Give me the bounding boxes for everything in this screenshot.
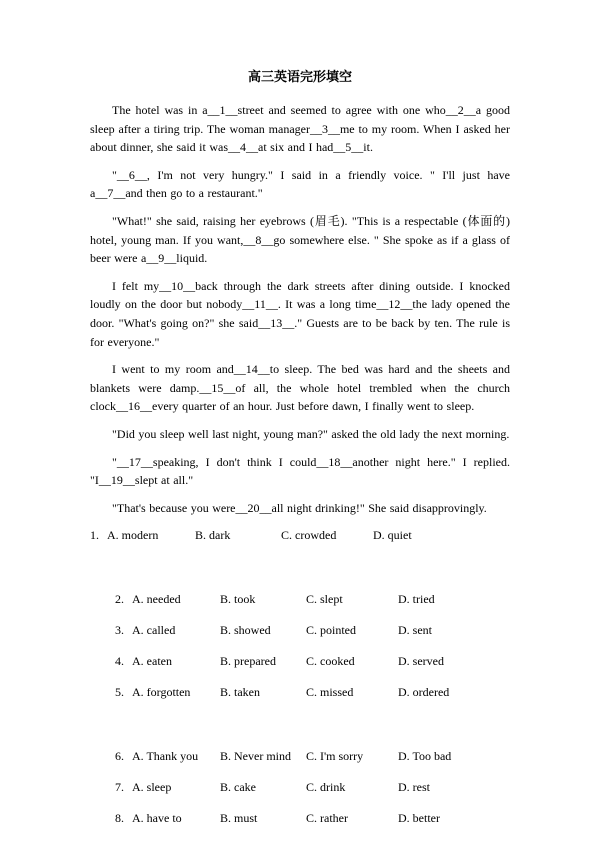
- question-number: 8.: [115, 811, 124, 826]
- question-row-2: [115, 590, 510, 608]
- option-d: D. ordered: [398, 685, 450, 700]
- option-c: C. cooked: [306, 654, 355, 669]
- spacer: [90, 557, 510, 590]
- option-a: A. forgotten: [132, 685, 191, 700]
- question-row-8: [115, 809, 510, 827]
- option-c: C. drink: [306, 780, 346, 795]
- option-c: C. rather: [306, 811, 348, 826]
- option-b: B. must: [220, 811, 258, 826]
- passage-paragraph: "That's because you were__20__all night drinking!" She said disapprovingly.: [112, 500, 487, 515]
- question-row-1: [90, 526, 510, 544]
- question-row-6: [115, 747, 510, 765]
- option-b: B. Never mind: [220, 749, 291, 764]
- option-b: B. showed: [220, 623, 271, 638]
- question-number: 7.: [115, 780, 124, 795]
- option-d: D. served: [398, 654, 444, 669]
- passage-paragraph: I felt my__10__back through the dark streets after dining outside. I knocked loudly on the door but nobody__11__. It was a long time__12__the lady opened the door. "What's going on?" she said__13__." Guests are to be back by ten. The rule is for everyone.": [90, 278, 510, 349]
- option-d: D. Too bad: [398, 749, 452, 764]
- spacer: [90, 714, 510, 747]
- option-c: C. crowded: [281, 528, 337, 543]
- passage-paragraph: The hotel was in a__1__street and seemed to agree with one who__2__a good sleep after a tiring trip. The woman manager__3__me to my room. When I asked her about dinner, she said it was__4__at six and I had__5__it.: [90, 103, 510, 155]
- option-d: D. rest: [398, 780, 430, 795]
- question-row-4: [115, 652, 510, 670]
- option-a: A. needed: [132, 592, 181, 607]
- option-a: A. modern: [107, 528, 159, 543]
- option-b: B. cake: [220, 780, 256, 795]
- question-row-3: [115, 621, 510, 639]
- option-b: B. taken: [220, 685, 260, 700]
- option-d: D. quiet: [373, 528, 412, 543]
- question-number: 3.: [115, 623, 124, 638]
- question-number: 6.: [115, 749, 124, 764]
- option-b: B. prepared: [220, 654, 276, 669]
- question-row-7: [115, 778, 510, 796]
- question-list: [90, 526, 510, 827]
- question-row-5: [115, 683, 510, 701]
- question-number: 2.: [115, 592, 124, 607]
- question-number: 4.: [115, 654, 124, 669]
- passage-paragraph: I went to my room and__14__to sleep. The bed was hard and the sheets and blankets were damp.__15__of all, the whole hotel trembled when the church clock__16__every quarter of an hour. Just before dawn, I finally went to sleep.: [90, 362, 510, 414]
- question-number: 1.: [90, 528, 99, 543]
- option-a: A. Thank you: [132, 749, 199, 764]
- passage-paragraph: "What!" she said, raising her eyebrows (眉毛). "This is a respectable (体面的) hotel, young man. If you want,__8__go somewhere else. " She spoke as if a glass of beer were a__9__liquid.: [90, 213, 510, 266]
- option-a: A. have to: [132, 811, 182, 826]
- passage-paragraph: "__6__, I'm not very hungry." I said in a friendly voice. " I'll just have a__7__and then go to a restaurant.": [90, 167, 510, 201]
- option-c: C. I'm sorry: [306, 749, 364, 764]
- option-d: D. tried: [398, 592, 435, 607]
- option-a: A. eaten: [132, 654, 172, 669]
- option-d: D. sent: [398, 623, 432, 638]
- option-c: C. pointed: [306, 623, 356, 638]
- option-a: A. called: [132, 623, 176, 638]
- page-title: 高三英语完形填空: [247, 69, 352, 84]
- option-c: C. missed: [306, 685, 354, 700]
- option-c: C. slept: [306, 592, 343, 607]
- option-a: A. sleep: [132, 780, 172, 795]
- question-number: 5.: [115, 685, 124, 700]
- option-b: B. took: [220, 592, 256, 607]
- option-b: B. dark: [195, 528, 231, 543]
- cloze-passage: [90, 101, 510, 517]
- passage-paragraph: "__17__speaking, I don't think I could__18__another night here." I replied. "I__19__slept at all.": [90, 454, 510, 488]
- passage-paragraph: "Did you sleep well last night, young man?" asked the old lady the next morning.: [112, 426, 510, 441]
- option-d: D. better: [398, 811, 440, 826]
